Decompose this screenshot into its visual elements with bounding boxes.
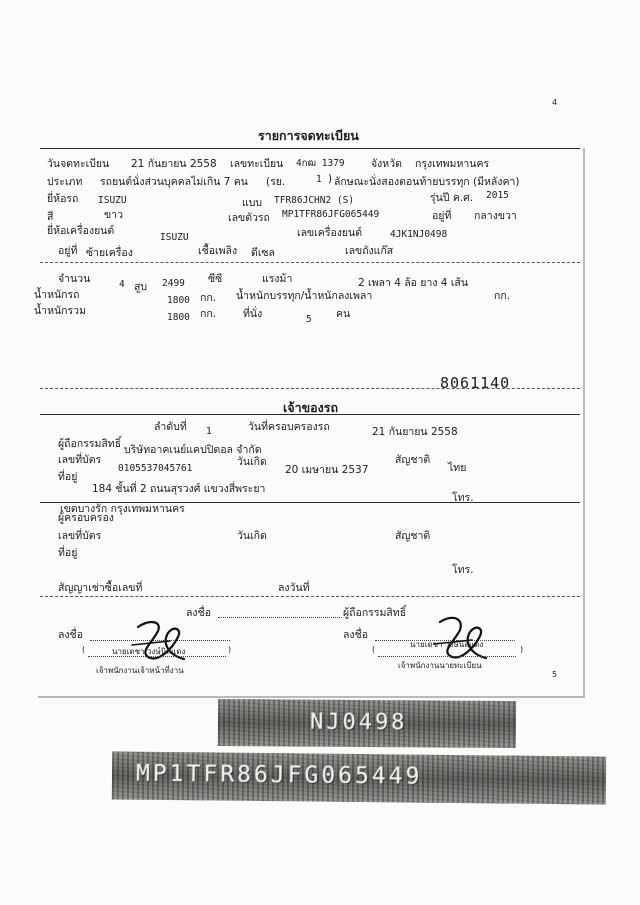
page-number-top: 4: [552, 98, 558, 107]
engine-number-rubbing: [218, 699, 516, 748]
possession-date: 21 กันยายน 2558: [372, 426, 458, 438]
engine-cc: 2499: [162, 278, 185, 289]
registration-date-label: วันจดทะเบียน: [47, 158, 110, 170]
left-name-close: ): [228, 645, 232, 654]
province-label: จังหวัด: [371, 158, 402, 170]
id-label: เลขที่บัตร: [58, 454, 102, 466]
nationality-label: สัญชาติ: [395, 454, 431, 466]
left-name-line: [88, 656, 226, 657]
holder-sign-line: [218, 617, 342, 618]
seats: 5: [306, 314, 312, 325]
weight-unit: กก.: [200, 292, 217, 304]
divider: [40, 388, 580, 389]
right-name-close: ): [520, 645, 524, 654]
type-code-open: (รย.: [266, 176, 286, 188]
possessor-label: ผู้ครอบครอง: [58, 512, 114, 524]
total-weight-unit: กก.: [200, 308, 217, 320]
address2-label: ที่อยู่: [58, 547, 78, 559]
address-line-1: 184 ชั้นที่ 2 ถนนสุรวงศ์ แขวงสี่พระยา: [92, 483, 266, 495]
registration-title: รายการจดทะเบียน: [258, 128, 359, 143]
id2-label: เลขที่บัตร: [58, 530, 102, 542]
address-line-2: เขตบางรัก กรุงเทพมหานคร: [60, 503, 185, 515]
engine-brand-label: ยี่ห้อเครื่องยนต์: [47, 225, 115, 237]
province: กรุงเทพมหานคร: [415, 158, 490, 170]
seats-unit: คน: [336, 308, 351, 320]
vehicle-weight: 1800: [167, 295, 190, 306]
model-year: 2015: [486, 190, 509, 201]
dob2-label: วันเกิด: [237, 530, 267, 542]
load-label: น้ำหนักบรรทุก/น้ำหนักลงเพลา: [236, 290, 373, 302]
fuel: ดีเซล: [251, 247, 275, 259]
registration-date: 21 กันยายน 2558: [131, 158, 217, 170]
brand: ISUZU: [98, 195, 127, 206]
order-number: 1: [206, 426, 212, 437]
count-label: จำนวน: [58, 273, 91, 285]
nationality2-label: สัญชาติ: [395, 530, 431, 542]
fuel-label: เชื้อเพลิง: [198, 245, 238, 257]
right-official-role: เจ้าพนักงานนายทะเบียน: [398, 661, 482, 670]
right-name-open: (: [372, 645, 376, 654]
left-name-open: (: [82, 645, 86, 654]
type-code-close: ): [328, 173, 333, 185]
model: TFR86JCHN2 (S): [274, 195, 355, 206]
phone-label: โทร.: [452, 492, 474, 504]
brand-label: ยี่ห้อรถ: [47, 193, 79, 205]
holder-label: ผู้ถือกรรมสิทธิ์: [58, 438, 122, 450]
chassis-rubbing-text: MP1TFR86JFG065449: [135, 760, 423, 790]
horsepower-label: แรงม้า: [262, 273, 293, 285]
dob-label: วันเกิด: [237, 456, 267, 468]
holder-sign-caption: ผู้ถือกรรมสิทธิ์: [343, 607, 407, 619]
gas-tank-label: เลขถังแก๊ส: [345, 245, 394, 257]
page-number-bottom: 5: [552, 670, 558, 679]
divider: [40, 262, 580, 263]
chassis-location-label: อยู่ที่: [432, 210, 452, 222]
engine-brand: ISUZU: [160, 232, 189, 243]
id-number: 0105537045761: [118, 463, 193, 474]
cylinders: 4: [119, 279, 125, 290]
vehicle-type: รถยนต์นั่งส่วนบุคคลไม่เกิน 7 คน: [100, 176, 248, 188]
chassis-label: เลขตัวรถ: [228, 212, 270, 224]
model-label: แบบ: [242, 197, 263, 209]
plate-number: 4กฒ 1379: [296, 158, 345, 169]
right-name-line: [378, 656, 516, 657]
right-official-name: นายเดชา วงษ์นิลแดง: [410, 640, 484, 649]
total-weight-label: น้ำหนักรวม: [34, 305, 86, 317]
chassis-number: MP1TFR86JFG065449: [282, 209, 380, 220]
dob: 20 เมษายน 2537: [285, 464, 369, 476]
left-sign-label: ลงชื่อ: [58, 629, 83, 641]
divider: [40, 596, 580, 597]
vehicle-type-label: ประเภท: [47, 176, 83, 188]
owner-title: เจ้าของรถ: [283, 400, 339, 415]
divider: [40, 148, 580, 149]
type-code: 1: [316, 174, 322, 185]
possession-date-label: วันที่ครอบครองรถ: [248, 421, 330, 433]
left-official-role: เจ้าพนักงานเจ้าหน้าที่งาน: [96, 666, 184, 675]
lease-date-label: ลงวันที่: [278, 582, 310, 594]
vehicle-style: นั่งสองตอนท้ายบรรทุก (มีหลังคา): [369, 176, 520, 188]
axles: 2 เพลา 4 ล้อ ยาง 4 เส้น: [358, 277, 468, 289]
engine-number: 4JK1NJ0498: [390, 229, 448, 240]
engine-location: ซ้ายเครื่อง: [86, 247, 133, 259]
total-weight: 1800: [167, 312, 190, 323]
year-label: รุ่นปี ค.ศ.: [430, 192, 474, 204]
seats-label: ที่นั่ง: [243, 308, 263, 320]
engine-location-label: อยู่ที่: [58, 245, 78, 257]
engine-number-label: เลขเครื่องยนต์: [297, 227, 363, 239]
holder-name: บริษัทอาคเนย์แคปปิตอล จำกัด: [124, 444, 262, 456]
left-official-name: นายเดชา วงษ์นิลแดง: [112, 647, 186, 656]
divider: [40, 414, 580, 415]
cylinder-unit: สูบ: [134, 281, 148, 293]
phone2-label: โทร.: [452, 564, 474, 576]
address-label: ที่อยู่: [58, 471, 78, 483]
engine-rubbing-text: NJ0498: [309, 709, 408, 736]
color: ขาว: [104, 209, 123, 221]
chassis-location: กลางขวา: [474, 210, 517, 222]
plate-label: เลขทะเบียน: [230, 158, 284, 170]
cc-label: ซีซี: [208, 273, 223, 285]
chassis-number-rubbing: [112, 751, 606, 804]
lease-label: สัญญาเช่าซื้อเลขที่: [58, 582, 143, 594]
vehicle-style-label: ลักษณะ: [334, 176, 370, 188]
left-signature: [128, 615, 192, 667]
right-sign-label: ลงชื่อ: [343, 629, 368, 641]
load-unit: กก.: [494, 290, 511, 302]
order-label: ลำดับที่: [154, 421, 187, 433]
holder-sign-label: ลงชื่อ: [186, 607, 211, 619]
color-label: สี: [47, 211, 54, 223]
nationality: ไทย: [448, 462, 467, 474]
weight-label: น้ำหนักรถ: [34, 289, 80, 301]
document-serial: 8061140: [440, 374, 511, 392]
